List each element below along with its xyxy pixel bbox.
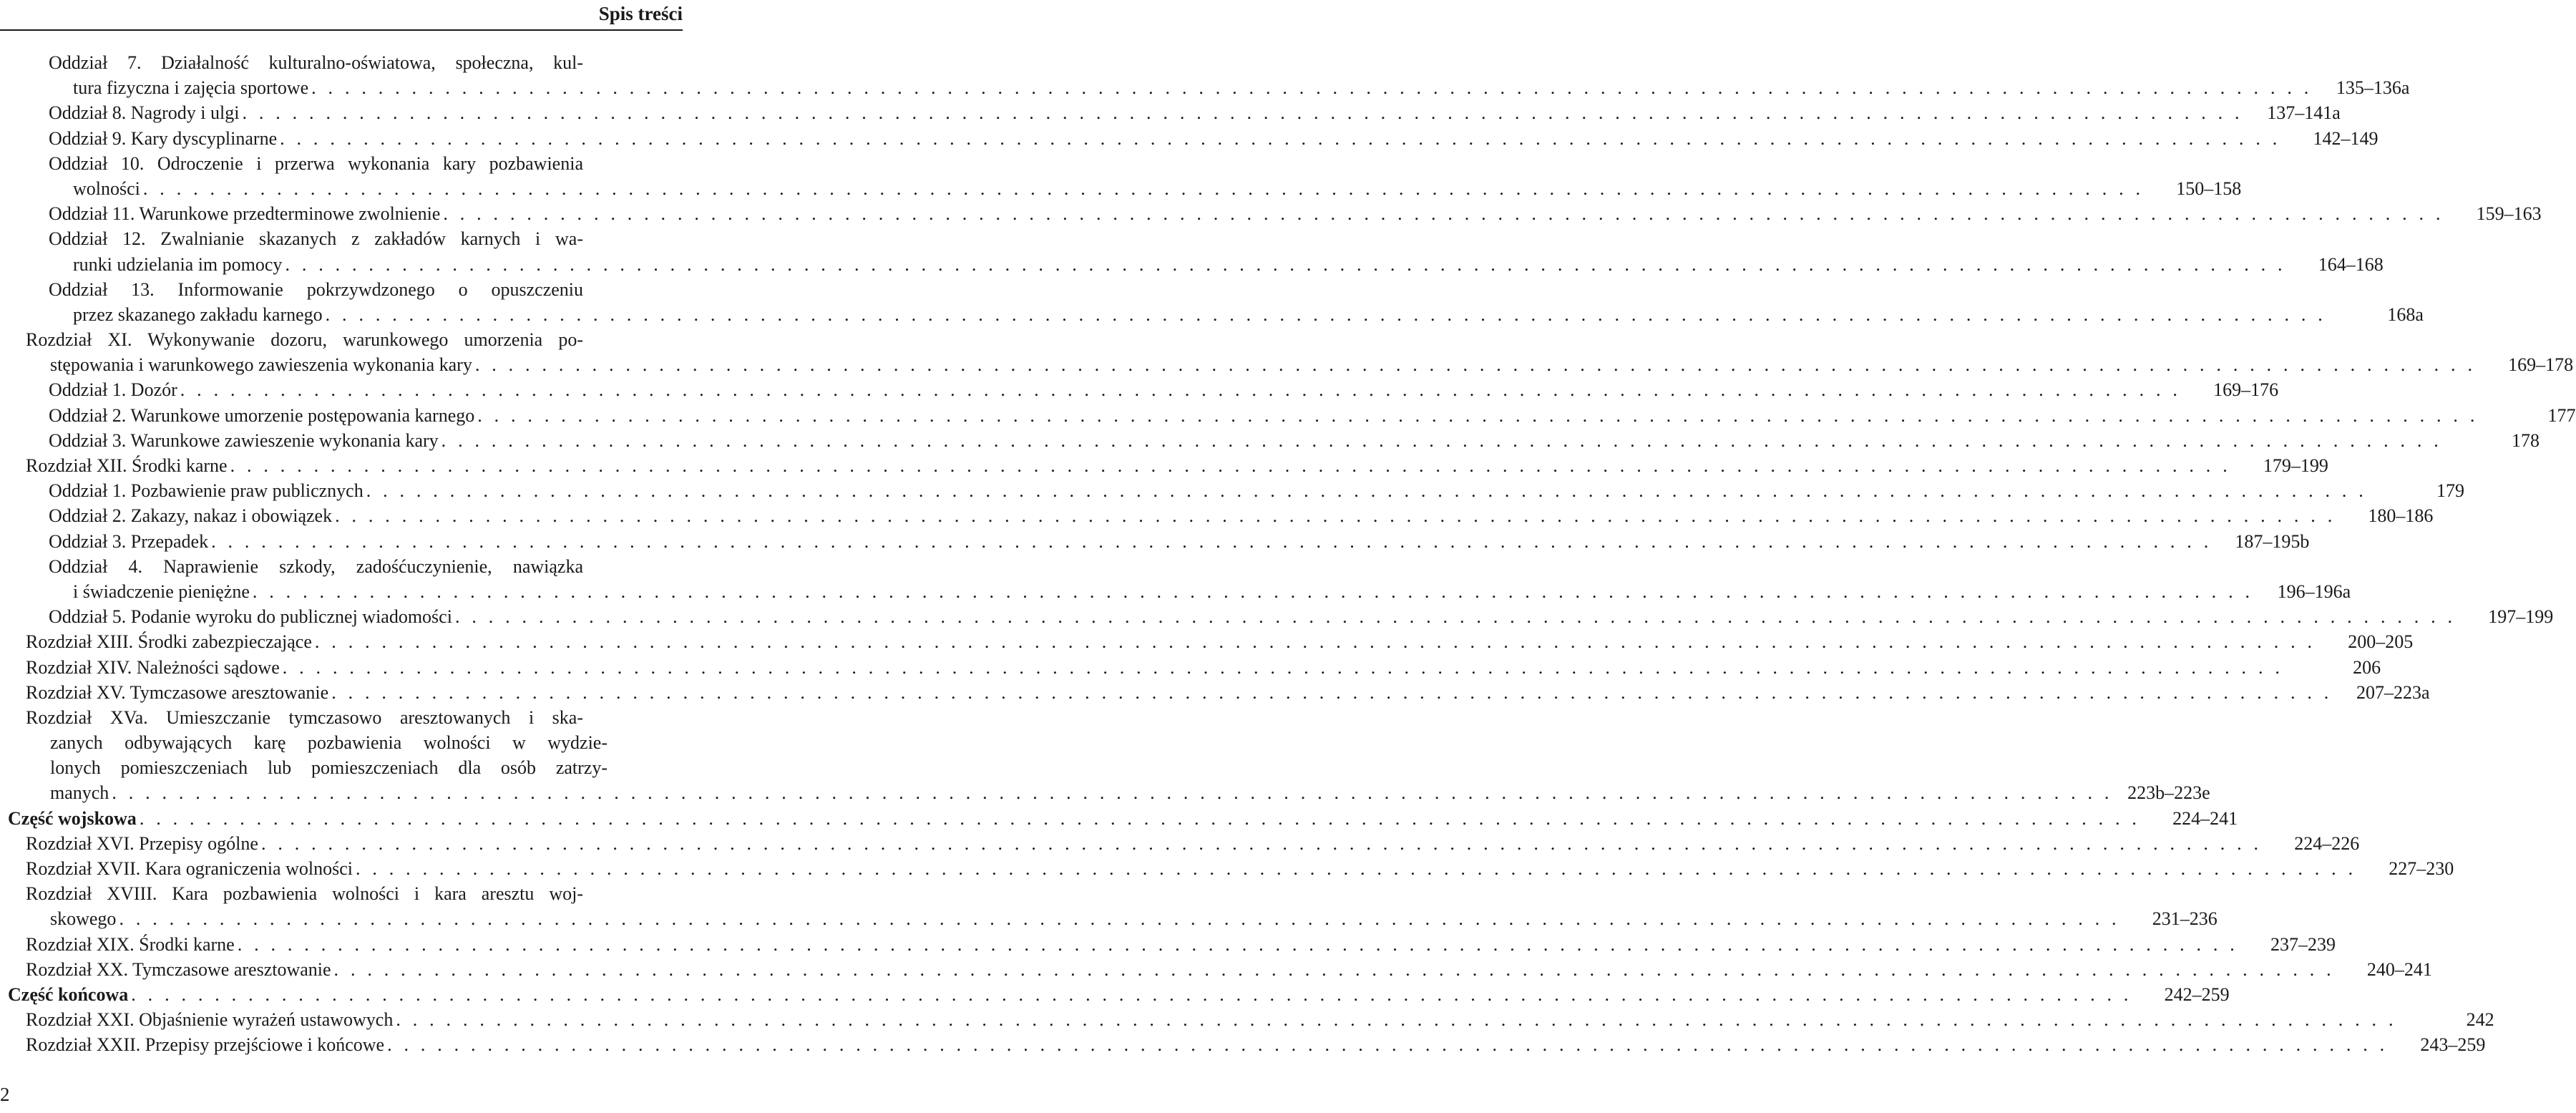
toc-entry[interactable] — [0, 126, 2379, 151]
toc-entry-last-line — [49, 579, 2351, 604]
toc-entry-page-range: 207–223a — [2356, 681, 2430, 703]
dot-leader: . . . . . . . . . . . . . . . . . . . . . . . . . . . . . . . . . . . . . . . . . . . . . . . . . . . . . . . . . . . . . . . . . . . . . . . . . . . . . . . . . . . . . . . . . . . . . . . . . . . . . . . . . . . . . . . . . . . . . . . . — [131, 983, 2132, 1005]
toc-entry-title: Oddział 1. Dozór — [49, 379, 177, 401]
toc-entry-page-range: 142–149 — [2313, 127, 2379, 149]
toc-entry[interactable] — [0, 831, 2360, 856]
toc-entry-title: Oddział 5. Podanie wyroku do publicznej wiadomości — [49, 606, 452, 628]
toc-entry-last-line — [26, 856, 2454, 881]
toc-entry-page-range: 224–241 — [2172, 807, 2238, 829]
running-header — [0, 0, 683, 31]
toc-entry-page-range: 242–259 — [2164, 983, 2230, 1005]
toc-entry-last-line — [49, 126, 2379, 151]
toc-entry-title: Rozdział XIX. Środki karne — [26, 933, 235, 955]
toc-entry[interactable] — [0, 554, 2351, 604]
dot-leader: . . . . . . . . . . . . . . . . . . . . . . . . . . . . . . . . . . . . . . . . . . . . . . . . . . . . . . . . . . . . . . . . . . . . . . . . . . . . . . . . . . . . . . . . . . . . . . . . . . . . . . . . . . . . . . . . . . . . . . . . — [211, 530, 2212, 552]
toc-entry[interactable] — [0, 982, 2230, 1007]
toc-entry-page-range: 187–195b — [2235, 530, 2310, 552]
toc-entry-page-range: 180–186 — [2368, 505, 2434, 527]
toc-entry-last-line — [49, 302, 2424, 327]
dot-leader: . . . . . . . . . . . . . . . . . . . . . . . . . . . . . . . . . . . . . . . . . . . . . . . . . . . . . . . . . . . . . . . . . . . . . . . . . . . . . . . . . . . . . . . . . . . . . . . . . . . . . . . . . . . . . . . . . . . . . . . . — [441, 429, 2442, 451]
toc-entry-last-line — [49, 604, 2554, 629]
dot-leader: . . . . . . . . . . . . . . . . . . . . . . . . . . . . . . . . . . . . . . . . . . . . . . . . . . . . . . . . . . . . . . . . . . . . . . . . . . . . . . . . . . . . . . . . . . . . . . . . . . . . . . . . . . . . . . . . . . . . . . . . — [314, 631, 2316, 653]
toc-entry-title: i świadczenie pieniężne — [73, 580, 250, 602]
toc-entry-page-range: 197–199 — [2488, 606, 2554, 628]
dot-leader: . . . . . . . . . . . . . . . . . . . . . . . . . . . . . . . . . . . . . . . . . . . . . . . . . . . . . . . . . . . . . . . . . . . . . . . . . . . . . . . . . . . . . . . . . . . . . . . . . . . . . . . . . . . . . . . . . . . . . . . . — [142, 178, 2145, 199]
toc-entry-last-line — [8, 982, 2230, 1007]
toc-entry-title: Oddział 1. Pozbawienie praw publicznych — [49, 480, 364, 502]
toc-entry-title-line: Oddział 12. Zwalnianie skazanych z zakładów karnych i wa- — [49, 228, 583, 250]
toc-entry-page-range: 231–236 — [2152, 908, 2218, 930]
toc-entry-page-range: 177 — [2547, 404, 2576, 426]
toc-entry-title: przez skazanego zakładu karnego — [73, 303, 323, 325]
toc-entry-page-range: 223b–223e — [2127, 782, 2210, 804]
toc-entry-title: Rozdział XXII. Przepisy przejściowe i końcowe — [26, 1034, 385, 1056]
toc-entry-last-line — [26, 780, 2210, 805]
table-of-contents — [0, 50, 2576, 1058]
toc-entry-title: Rozdział XX. Tymczasowe aresztowanie — [26, 958, 331, 980]
dot-leader: . . . . . . . . . . . . . . . . . . . . . . . . . . . . . . . . . . . . . . . . . . . . . . . . . . . . . . . . . . . . . . . . . . . . . . . . . . . . . . . . . . . . . . . . . . . . . . . . . . . . . . . . . . . . . . . . . . . . . . . . — [139, 807, 2141, 829]
toc-entry[interactable] — [0, 403, 2576, 428]
dot-leader: . . . . . . . . . . . . . . . . . . . . . . . . . . . . . . . . . . . . . . . . . . . . . . . . . . . . . . . . . . . . . . . . . . . . . . . . . . . . . . . . . . . . . . . . . . . . . . . . . . . . . . . . . . . . . . . . . . . . . . . . — [387, 1034, 2389, 1056]
dot-leader: . . . . . . . . . . . . . . . . . . . . . . . . . . . . . . . . . . . . . . . . . . . . . . . . . . . . . . . . . . . . . . . . . . . . . . . . . . . . . . . . . . . . . . . . . . . . . . . . . . . . . . . . . . . . . . . . . . . . . . . . — [454, 606, 2457, 628]
toc-entry[interactable] — [0, 957, 2432, 982]
toc-entry-last-line — [49, 252, 2384, 277]
toc-entry-title: manych — [50, 782, 109, 804]
toc-entry-title: Rozdział XXI. Objaśnienie wyrażeń ustawowych — [26, 1009, 394, 1031]
dot-leader: . . . . . . . . . . . . . . . . . . . . . . . . . . . . . . . . . . . . . . . . . . . . . . . . . . . . . . . . . . . . . . . . . . . . . . . . . . . . . . . . . . . . . . . . . . . . . . . . . . . . . . . . . . . . . . . . . . . . . . . . — [112, 782, 2113, 804]
toc-entry-last-line — [26, 831, 2360, 856]
toc-entry[interactable] — [0, 1007, 2494, 1032]
toc-entry-page-range: 242 — [2466, 1009, 2494, 1031]
page-number: 2 — [0, 1084, 10, 1105]
toc-entry-title: Część wojskowa — [8, 807, 137, 829]
toc-entry-title: tura fizyczna i zajęcia sportowe — [73, 77, 309, 99]
toc-entry-title: Rozdział XIII. Środki zabezpieczające — [26, 631, 312, 653]
toc-entry[interactable] — [0, 629, 2414, 654]
header-title: Spis treści — [598, 3, 683, 24]
dot-leader: . . . . . . . . . . . . . . . . . . . . . . . . . . . . . . . . . . . . . . . . . . . . . . . . . . . . . . . . . . . . . . . . . . . . . . . . . . . . . . . . . . . . . . . . . . . . . . . . . . . . . . . . . . . . . . . . . . . . . . . . — [252, 580, 2254, 602]
dot-leader: . . . . . . . . . . . . . . . . . . . . . . . . . . . . . . . . . . . . . . . . . . . . . . . . . . . . . . . . . . . . . . . . . . . . . . . . . . . . . . . . . . . . . . . . . . . . . . . . . . . . . . . . . . . . . . . . . . . . . . . . — [280, 127, 2281, 149]
dot-leader: . . . . . . . . . . . . . . . . . . . . . . . . . . . . . . . . . . . . . . . . . . . . . . . . . . . . . . . . . . . . . . . . . . . . . . . . . . . . . . . . . . . . . . . . . . . . . . . . . . . . . . . . . . . . . . . . . . . . . . . . — [285, 253, 2286, 275]
toc-entry-last-line — [49, 377, 2279, 402]
toc-entry-page-range: 240–241 — [2366, 958, 2432, 980]
toc-entry-last-line — [26, 629, 2414, 654]
dot-leader: . . . . . . . . . . . . . . . . . . . . . . . . . . . . . . . . . . . . . . . . . . . . . . . . . . . . . . . . . . . . . . . . . . . . . . . . . . . . . . . . . . . . . . . . . . . . . . . . . . . . . . . . . . . . . . . . . . . . . . . . — [237, 933, 2239, 955]
toc-entry-page-range: 179–199 — [2263, 455, 2328, 476]
toc-entry-page-range: 200–205 — [2348, 631, 2414, 653]
toc-entry[interactable] — [0, 478, 2465, 503]
toc-entry-last-line — [49, 75, 2410, 100]
toc-entry-page-range: 168a — [2387, 303, 2424, 325]
toc-entry-title: Rozdział XVI. Przepisy ogólne — [26, 832, 258, 854]
toc-entry[interactable] — [0, 655, 2381, 680]
toc-entry[interactable] — [0, 705, 2210, 806]
toc-entry-title-line: zanych odbywających karę pozbawienia wolności w wydzie- — [50, 732, 608, 754]
toc-entry[interactable] — [0, 680, 2430, 705]
toc-entry-title: Oddział 11. Warunkowe przedterminowe zwolnienie — [49, 203, 441, 225]
toc-entry-last-line — [26, 1007, 2494, 1032]
toc-entry-title-line: Oddział 4. Naprawienie szkody, zadośćuczynienie, nawiązka — [49, 555, 583, 577]
toc-entry-title: Część końcowa — [8, 983, 129, 1005]
toc-entry[interactable] — [0, 100, 2341, 125]
toc-entry-title: runki udzielania im pomocy — [73, 253, 283, 275]
toc-entry-last-line — [26, 680, 2430, 705]
toc-entry[interactable] — [0, 226, 2384, 276]
toc-entry-title: Rozdział XV. Tymczasowe aresztowanie — [26, 681, 329, 703]
toc-entry-last-line — [26, 352, 2574, 377]
toc-entry-last-line — [49, 403, 2576, 428]
dot-leader: . . . . . . . . . . . . . . . . . . . . . . . . . . . . . . . . . . . . . . . . . . . . . . . . . . . . . . . . . . . . . . . . . . . . . . . . . . . . . . . . . . . . . . . . . . . . . . . . . . . . . . . . . . . . . . . . . . . . . . . . — [325, 303, 2326, 325]
toc-entry-last-line — [26, 932, 2336, 957]
toc-entry-page-range: 137–141a — [2267, 102, 2341, 124]
toc-entry[interactable] — [0, 932, 2336, 957]
toc-entry-title: Rozdział XII. Środki karne — [26, 455, 228, 476]
toc-entry-last-line — [49, 100, 2341, 125]
dot-leader: . . . . . . . . . . . . . . . . . . . . . . . . . . . . . . . . . . . . . . . . . . . . . . . . . . . . . . . . . . . . . . . . . . . . . . . . . . . . . . . . . . . . . . . . . . . . . . . . . . . . . . . . . . . . . . . . . . . . . . . . — [282, 656, 2284, 678]
toc-entry[interactable] — [0, 806, 2238, 831]
toc-entry-page-range: 159–163 — [2476, 203, 2542, 225]
toc-entry[interactable] — [0, 50, 2410, 100]
toc-entry-title-line: Oddział 7. Działalność kulturalno-oświatowa, społeczna, kul- — [49, 52, 583, 73]
toc-entry[interactable] — [0, 377, 2279, 402]
toc-entry-page-range: 206 — [2353, 656, 2381, 678]
toc-entry-page-range: 237–239 — [2270, 933, 2336, 955]
toc-entry-title: Oddział 9. Kary dyscyplinarne — [49, 127, 278, 149]
toc-entry-title-line: Oddział 13. Informowanie pokrzywdzonego o opuszczeniu — [49, 278, 583, 300]
toc-entry-title: Oddział 8. Nagrody i ulgi — [49, 102, 240, 124]
dot-leader: . . . . . . . . . . . . . . . . . . . . . . . . . . . . . . . . . . . . . . . . . . . . . . . . . . . . . . . . . . . . . . . . . . . . . . . . . . . . . . . . . . . . . . . . . . . . . . . . . . . . . . . . . . . . . . . . . . . . . . . . — [355, 858, 2357, 879]
dot-leader: . . . . . . . . . . . . . . . . . . . . . . . . . . . . . . . . . . . . . . . . . . . . . . . . . . . . . . . . . . . . . . . . . . . . . . . . . . . . . . . . . . . . . . . . . . . . . . . . . . . . . . . . . . . . . . . . . . . . . . . . — [242, 102, 2243, 124]
toc-entry[interactable] — [0, 503, 2434, 528]
dot-leader: . . . . . . . . . . . . . . . . . . . . . . . . . . . . . . . . . . . . . . . . . . . . . . . . . . . . . . . . . . . . . . . . . . . . . . . . . . . . . . . . . . . . . . . . . . . . . . . . . . . . . . . . . . . . . . . . . . . . . . . . — [180, 379, 2182, 401]
dot-leader: . . . . . . . . . . . . . . . . . . . . . . . . . . . . . . . . . . . . . . . . . . . . . . . . . . . . . . . . . . . . . . . . . . . . . . . . . . . . . . . . . . . . . . . . . . . . . . . . . . . . . . . . . . . . . . . . . . . . . . . . — [477, 404, 2479, 426]
toc-entry-title: Oddział 2. Zakazy, nakaz i obowiązek — [49, 505, 333, 527]
toc-entry-last-line — [49, 428, 2540, 453]
toc-entry-page-range: 135–136a — [2336, 77, 2410, 99]
toc-entry[interactable] — [0, 881, 2218, 931]
toc-entry-page-range: 224–226 — [2294, 832, 2360, 854]
dot-leader: . . . . . . . . . . . . . . . . . . . . . . . . . . . . . . . . . . . . . . . . . . . . . . . . . . . . . . . . . . . . . . . . . . . . . . . . . . . . . . . . . . . . . . . . . . . . . . . . . . . . . . . . . . . . . . . . . . . . . . . . — [230, 455, 2231, 476]
dot-leader: . . . . . . . . . . . . . . . . . . . . . . . . . . . . . . . . . . . . . . . . . . . . . . . . . . . . . . . . . . . . . . . . . . . . . . . . . . . . . . . . . . . . . . . . . . . . . . . . . . . . . . . . . . . . . . . . . . . . . . . . — [119, 908, 2120, 930]
toc-entry[interactable] — [0, 327, 2574, 377]
toc-entry-last-line — [26, 906, 2218, 931]
toc-entry-page-range: 169–178 — [2508, 354, 2574, 376]
toc-entry-title: Rozdział XIV. Należności sądowe — [26, 656, 280, 678]
toc-entry-title: skowego — [50, 908, 117, 930]
toc-entry-page-range: 179 — [2436, 480, 2465, 502]
toc-entry-title-line: Rozdział XI. Wykonywanie dozoru, warunkowego umorzenia po- — [26, 329, 583, 351]
toc-entry-page-range: 196–196a — [2277, 580, 2351, 602]
toc-entry-last-line — [49, 478, 2465, 503]
toc-entry-page-range: 164–168 — [2318, 253, 2384, 275]
toc-entry[interactable] — [0, 856, 2454, 881]
toc-entry-last-line — [49, 529, 2310, 554]
dot-leader: . . . . . . . . . . . . . . . . . . . . . . . . . . . . . . . . . . . . . . . . . . . . . . . . . . . . . . . . . . . . . . . . . . . . . . . . . . . . . . . . . . . . . . . . . . . . . . . . . . . . . . . . . . . . . . . . . . . . . . . . — [260, 832, 2263, 854]
toc-entry[interactable] — [0, 201, 2542, 226]
toc-entry-last-line — [49, 201, 2542, 226]
dot-leader: . . . . . . . . . . . . . . . . . . . . . . . . . . . . . . . . . . . . . . . . . . . . . . . . . . . . . . . . . . . . . . . . . . . . . . . . . . . . . . . . . . . . . . . . . . . . . . . . . . . . . . . . . . . . . . . . . . . . . . . . — [335, 505, 2336, 527]
toc-entry-title: wolności — [73, 178, 140, 199]
toc-entry-title-line: Oddział 10. Odroczenie i przerwa wykonania kary pozbawienia — [49, 152, 583, 174]
toc-entry-page-range: 169–176 — [2213, 379, 2279, 401]
toc-entry[interactable] — [0, 529, 2310, 554]
toc-entry[interactable] — [0, 277, 2424, 327]
toc-entry-title: Oddział 2. Warunkowe umorzenie postępowania karnego — [49, 404, 475, 426]
toc-entry-title: Oddział 3. Warunkowe zawieszenie wykonania kary — [49, 429, 439, 451]
toc-entry[interactable] — [0, 428, 2540, 453]
toc-entry-page-range: 243–259 — [2420, 1034, 2486, 1056]
toc-entry-last-line — [26, 453, 2328, 478]
toc-entry-title: stępowania i warunkowego zawieszenia wykonania kary — [50, 354, 472, 376]
toc-entry-title: Oddział 3. Przepadek — [49, 530, 209, 552]
toc-entry-title-line: Rozdział XVIII. Kara pozbawienia wolności i kara aresztu woj- — [26, 883, 583, 905]
dot-leader: . . . . . . . . . . . . . . . . . . . . . . . . . . . . . . . . . . . . . . . . . . . . . . . . . . . . . . . . . . . . . . . . . . . . . . . . . . . . . . . . . . . . . . . . . . . . . . . . . . . . . . . . . . . . . . . . . . . . . . . . — [396, 1009, 2397, 1031]
toc-entry-last-line — [26, 1032, 2486, 1057]
toc-entry-title-line: lonych pomieszczeniach lub pomieszczeniach dla osób zatrzy- — [50, 757, 608, 779]
dot-leader: . . . . . . . . . . . . . . . . . . . . . . . . . . . . . . . . . . . . . . . . . . . . . . . . . . . . . . . . . . . . . . . . . . . . . . . . . . . . . . . . . . . . . . . . . . . . . . . . . . . . . . . . . . . . . . . . . . . . . . . . — [474, 354, 2477, 376]
dot-leader: . . . . . . . . . . . . . . . . . . . . . . . . . . . . . . . . . . . . . . . . . . . . . . . . . . . . . . . . . . . . . . . . . . . . . . . . . . . . . . . . . . . . . . . . . . . . . . . . . . . . . . . . . . . . . . . . . . . . . . . . — [311, 77, 2313, 99]
toc-entry-title-line: Rozdział XVa. Umieszczanie tymczasowo aresztowanych i ska- — [26, 706, 583, 728]
dot-leader: . . . . . . . . . . . . . . . . . . . . . . . . . . . . . . . . . . . . . . . . . . . . . . . . . . . . . . . . . . . . . . . . . . . . . . . . . . . . . . . . . . . . . . . . . . . . . . . . . . . . . . . . . . . . . . . . . . . . . . . . — [333, 958, 2335, 980]
dot-leader: . . . . . . . . . . . . . . . . . . . . . . . . . . . . . . . . . . . . . . . . . . . . . . . . . . . . . . . . . . . . . . . . . . . . . . . . . . . . . . . . . . . . . . . . . . . . . . . . . . . . . . . . . . . . . . . . . . . . . . . . — [331, 681, 2333, 703]
toc-entry-last-line — [49, 503, 2434, 528]
toc-entry-last-line — [8, 806, 2238, 831]
toc-entry-last-line — [26, 655, 2381, 680]
toc-entry-page-range: 150–158 — [2176, 178, 2242, 199]
toc-entry[interactable] — [0, 453, 2328, 478]
toc-entry[interactable] — [0, 604, 2554, 629]
toc-entry-page-range: 178 — [2511, 429, 2540, 451]
dot-leader: . . . . . . . . . . . . . . . . . . . . . . . . . . . . . . . . . . . . . . . . . . . . . . . . . . . . . . . . . . . . . . . . . . . . . . . . . . . . . . . . . . . . . . . . . . . . . . . . . . . . . . . . . . . . . . . . . . . . . . . . — [366, 480, 2368, 502]
dot-leader: . . . . . . . . . . . . . . . . . . . . . . . . . . . . . . . . . . . . . . . . . . . . . . . . . . . . . . . . . . . . . . . . . . . . . . . . . . . . . . . . . . . . . . . . . . . . . . . . . . . . . . . . . . . . . . . . . . . . . . . . — [443, 203, 2444, 225]
toc-entry-page-range: 227–230 — [2389, 858, 2454, 879]
toc-entry[interactable] — [0, 1032, 2486, 1057]
toc-entry-last-line — [49, 176, 2242, 201]
toc-entry[interactable] — [0, 151, 2242, 201]
toc-entry-title: Rozdział XVII. Kara ograniczenia wolności — [26, 858, 353, 879]
toc-entry-last-line — [26, 957, 2432, 982]
